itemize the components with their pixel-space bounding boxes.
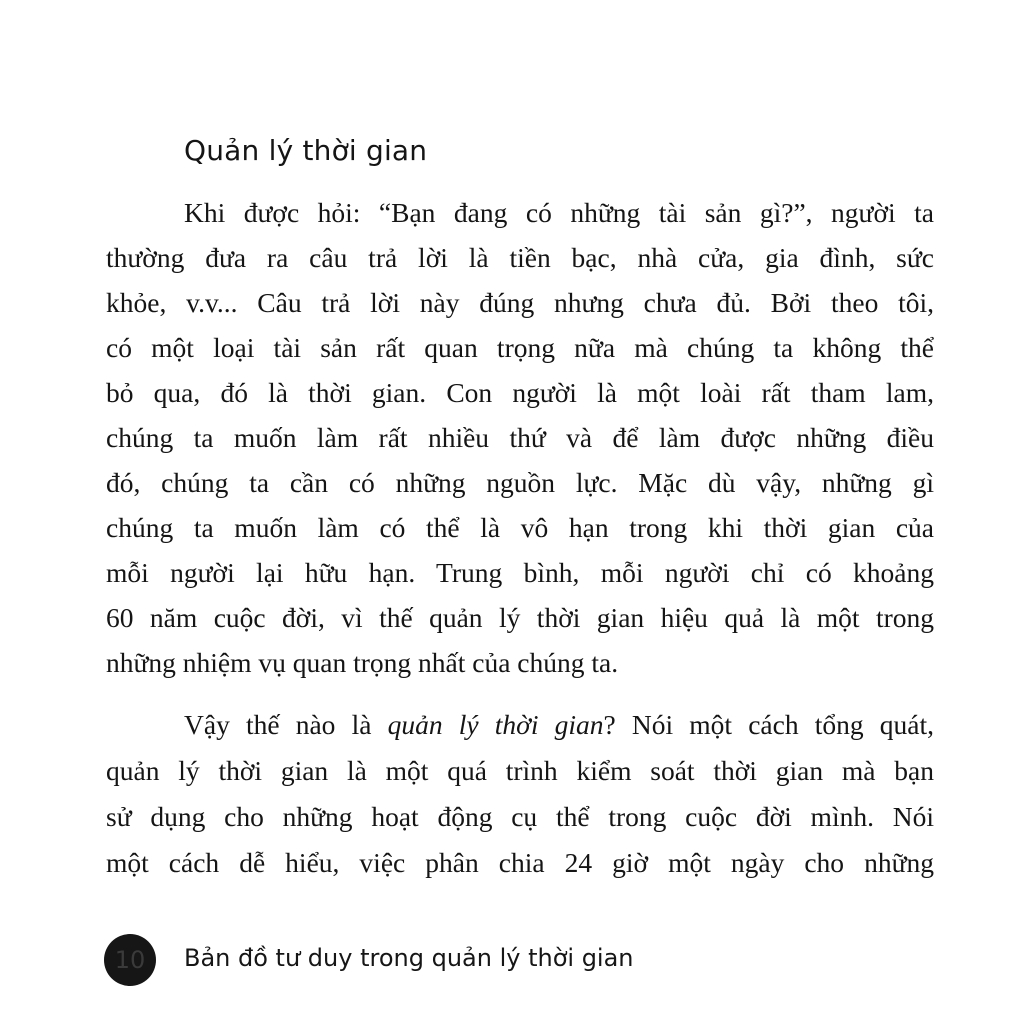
- paragraph-line: có một loại tài sản rất quan trọng nữa mà chúng ta không thể: [106, 332, 934, 363]
- paragraph-line: Khi được hỏi: “Bạn đang có những tài sản gì?”, người ta: [184, 197, 934, 228]
- text-run: ? Nói một cách tổng quát,: [603, 709, 935, 740]
- paragraph-line: sử dụng cho những hoạt động cụ thể trong cuộc đời mình. Nói: [106, 801, 934, 832]
- text-run: Vậy thế nào là: [184, 709, 388, 740]
- paragraph-line: một cách dễ hiểu, việc phân chia 24 giờ một ngày cho những: [106, 847, 934, 878]
- book-title: Bản đồ tư duy trong quản lý thời gian: [184, 944, 634, 972]
- paragraph-line: chúng ta muốn làm có thể là vô hạn trong khi thời gian của: [106, 512, 934, 543]
- section-heading: Quản lý thời gian: [184, 134, 428, 167]
- page-footer: [104, 934, 704, 990]
- paragraph-line: đó, chúng ta cần có những nguồn lực. Mặc dù vậy, những gì: [106, 467, 934, 498]
- paragraph-line: thường đưa ra câu trả lời là tiền bạc, nhà cửa, gia đình, sức: [106, 242, 934, 273]
- page-number-badge: 10: [104, 934, 156, 986]
- paragraph-line: chúng ta muốn làm rất nhiều thứ và để làm được những điều: [106, 422, 934, 453]
- paragraph-line: 60 năm cuộc đời, vì thế quản lý thời gian hiệu quả là một trong: [106, 602, 934, 633]
- paragraph-line: quản lý thời gian là một quá trình kiểm soát thời gian mà bạn: [106, 755, 934, 786]
- paragraph-line: những nhiệm vụ quan trọng nhất của chúng ta.: [106, 647, 619, 678]
- paragraph-line: bỏ qua, đó là thời gian. Con người là một loài rất tham lam,: [106, 377, 934, 408]
- paragraph-line: [184, 709, 934, 749]
- italic-term: quản lý thời gian: [387, 709, 604, 740]
- paragraph-line: khỏe, v.v... Câu trả lời này đúng nhưng chưa đủ. Bởi theo tôi,: [106, 287, 934, 318]
- paragraph-line: mỗi người lại hữu hạn. Trung bình, mỗi người chỉ có khoảng: [106, 557, 934, 588]
